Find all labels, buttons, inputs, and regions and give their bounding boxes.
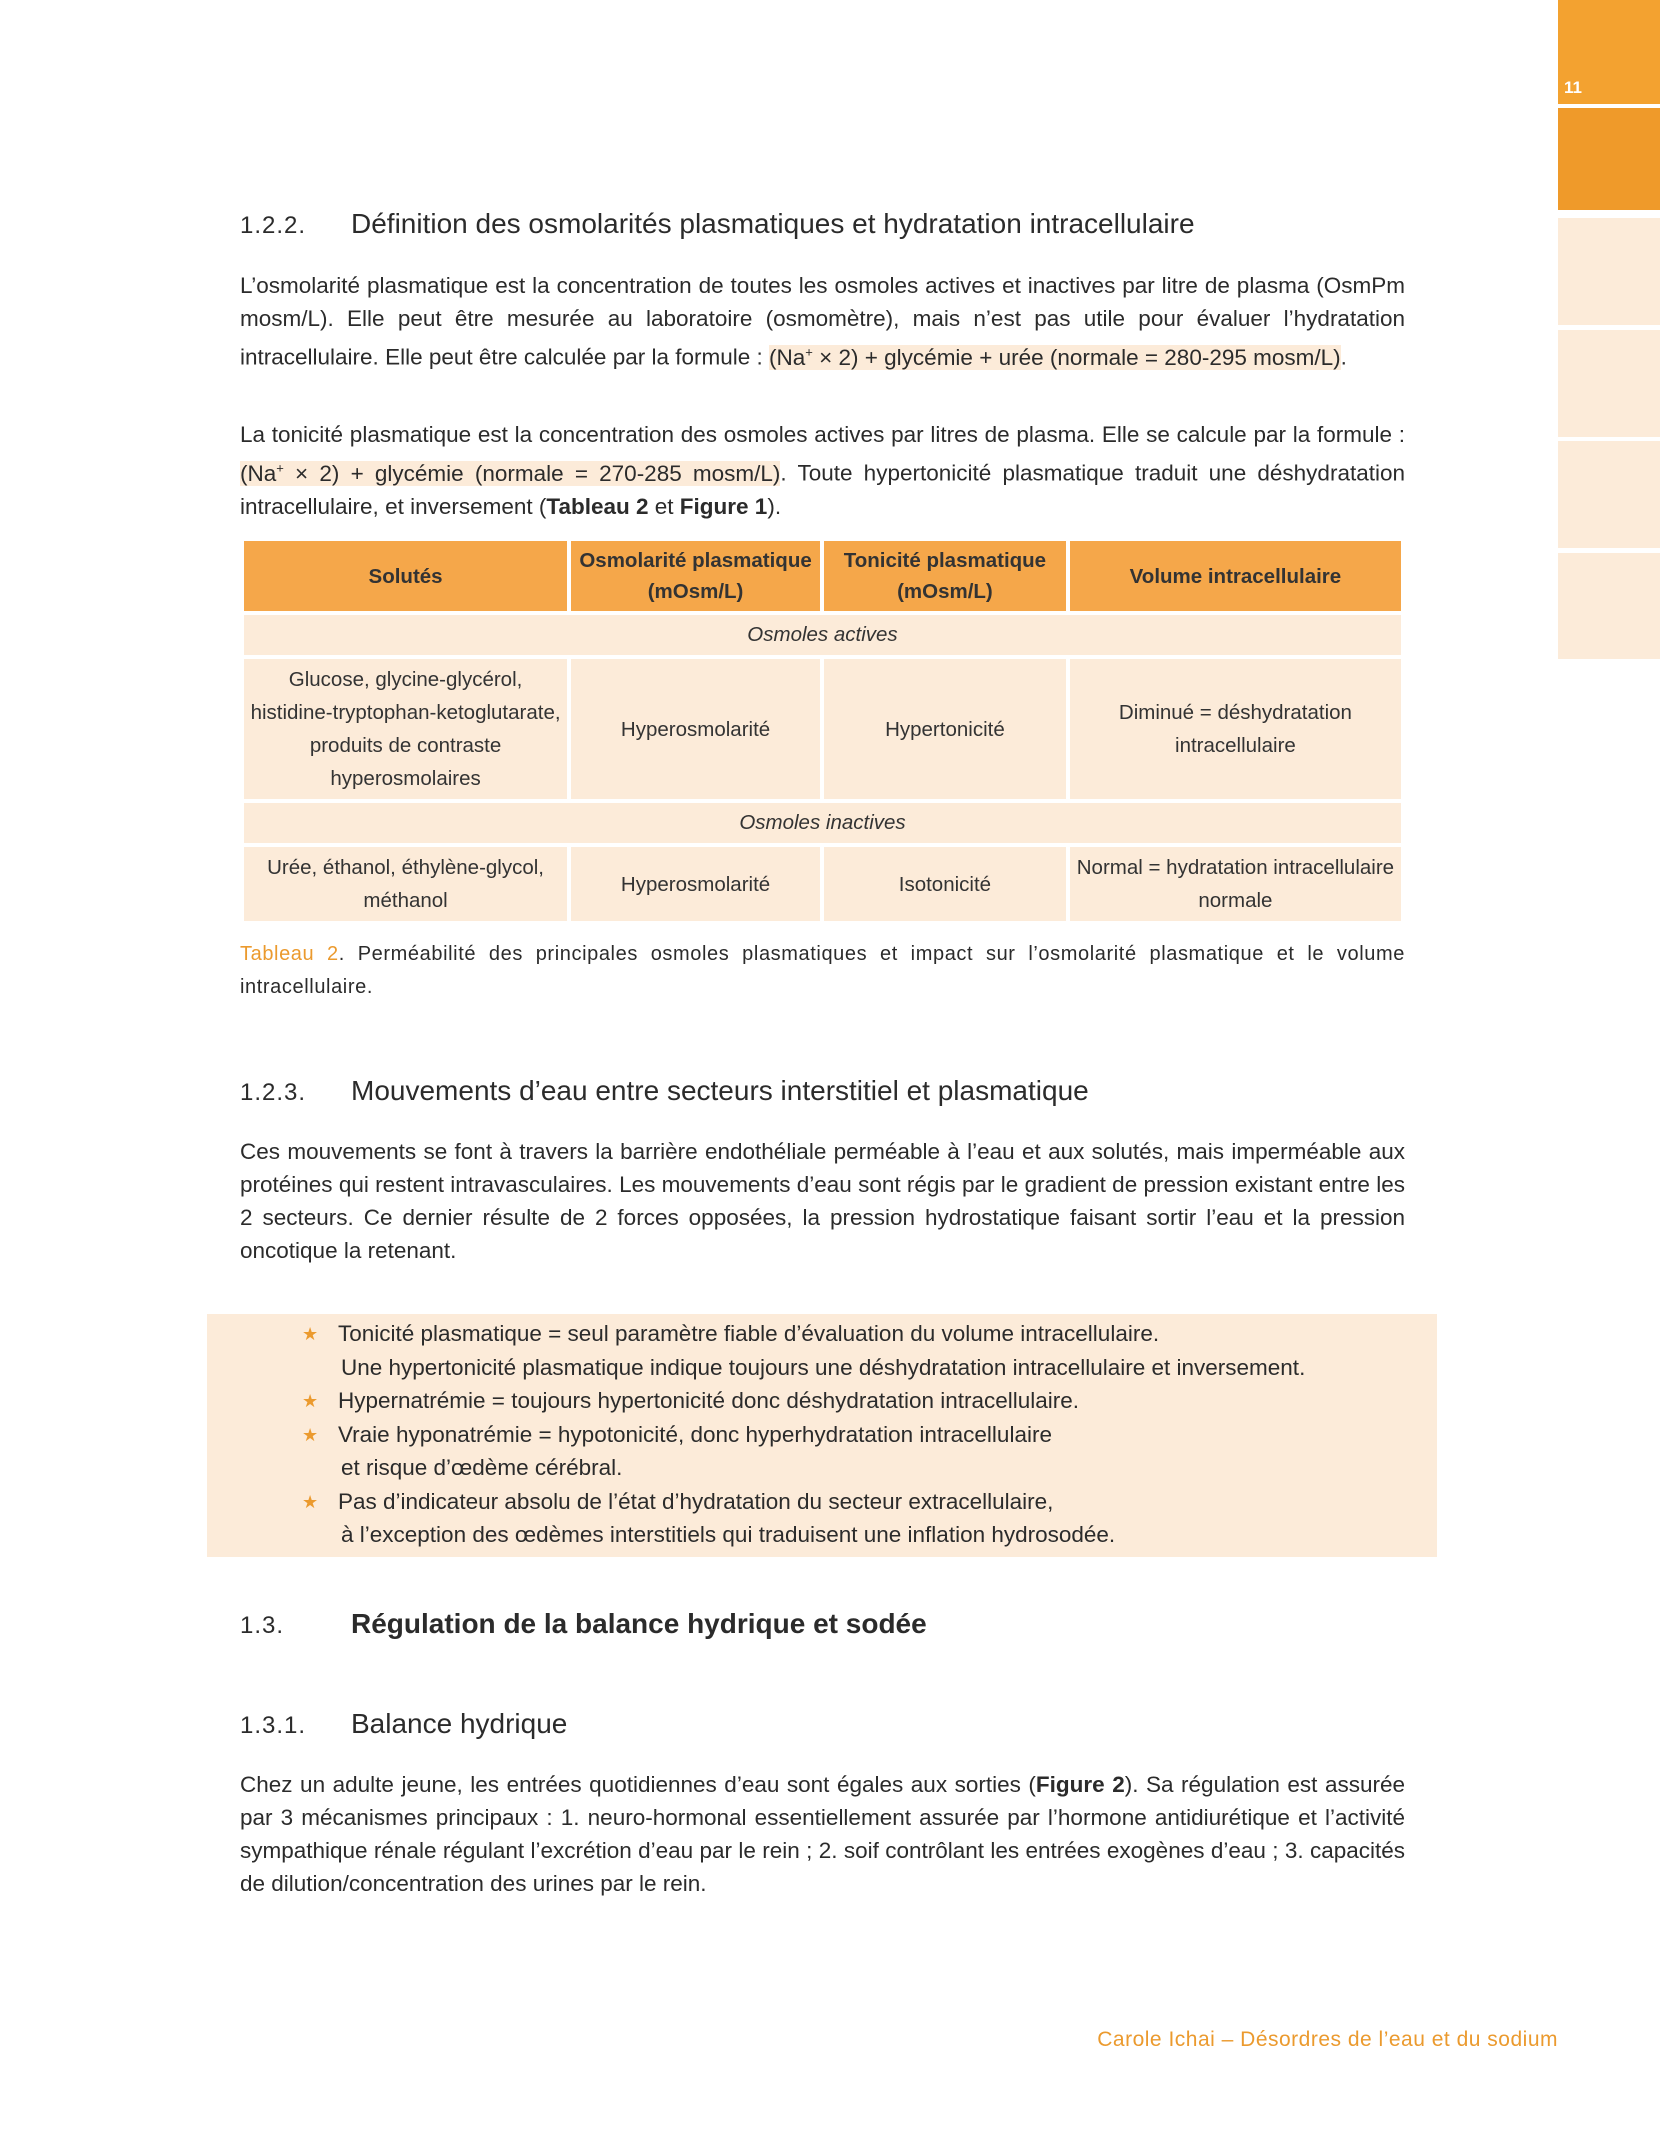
paragraph-water-movements bbox=[240, 1135, 1405, 1267]
osmoles-table bbox=[240, 537, 1405, 925]
table-cell: Hyperosmolarité bbox=[571, 659, 820, 799]
star-bullet-icon: ★ bbox=[302, 1424, 319, 1445]
star-bullet-icon: ★ bbox=[302, 1491, 319, 1512]
paragraph-water-balance bbox=[240, 1768, 1405, 1900]
section-heading-13 bbox=[240, 1608, 927, 1640]
table-caption bbox=[240, 938, 1405, 1004]
table-cell: Normal = hydratation intracellulaire normale bbox=[1070, 847, 1401, 921]
table-header-row bbox=[244, 541, 1401, 611]
table-header: Solutés bbox=[244, 541, 567, 611]
paragraph-text: ). bbox=[767, 493, 782, 519]
reference-figure: Figure 2 bbox=[1035, 1772, 1125, 1797]
section-title: Régulation de la balance hydrique et sodée bbox=[351, 1608, 927, 1639]
reference-table: Tableau 2 bbox=[546, 493, 649, 519]
key-point-text: Pas d’indicateur absolu de l’état d’hydratation du secteur extracellulaire, bbox=[338, 1488, 1054, 1514]
key-point bbox=[300, 1418, 1420, 1485]
table-group-label: Osmoles inactives bbox=[244, 803, 1401, 843]
section-title: Balance hydrique bbox=[351, 1708, 568, 1739]
table-header: Volume intracellulaire bbox=[1070, 541, 1401, 611]
key-point-text: et risque d’œdème cérébral. bbox=[341, 1455, 623, 1480]
formula-sup: + bbox=[276, 460, 284, 475]
key-point-text: Tonicité plasmatique = seul paramètre fiable d’évaluation du volume intracellulaire. bbox=[338, 1321, 1160, 1346]
table-group-row bbox=[244, 803, 1401, 843]
formula-text: (Na bbox=[240, 460, 277, 486]
table-group-label: Osmoles actives bbox=[244, 615, 1401, 655]
table-header: Tonicité plasmatique (mOsm/L) bbox=[824, 541, 1066, 611]
formula-text: × 2) + glycémie (normale = 270-285 mosm/L) bbox=[283, 460, 781, 486]
chapter-tab bbox=[1558, 330, 1660, 437]
key-point-text: Une hypertonicité plasmatique indique toujours une déshydratation intracellulaire et inversement. bbox=[341, 1354, 1306, 1380]
section-heading-131 bbox=[240, 1708, 1405, 1740]
table-cell: Urée, éthanol, éthylène-glycol, méthanol bbox=[244, 847, 567, 921]
section-number: 1.2.2. bbox=[240, 212, 307, 239]
star-bullet-icon: ★ bbox=[302, 1324, 319, 1344]
key-point-text: à l’exception des œdèmes interstitiels qui traduisent une inflation hydrosodée. bbox=[341, 1522, 1116, 1547]
paragraph-text: et bbox=[648, 493, 680, 519]
paragraph-text: L’osmolarité plasmatique est la concentration de toutes les osmoles actives et inactives par litre de plasma (OsmPm mosm/L). Elle peut être mesurée au laboratoire (osmomètre), mais n’est pas utile pour évaluer l’hydratation intracellulaire. Elle peut être calculée par la formule : bbox=[240, 273, 1405, 370]
key-points-box bbox=[207, 1314, 1437, 1557]
paragraph-text: La tonicité plasmatique est la concentration des osmoles actives par litres de plasma. Elle se calcule par la formule : bbox=[240, 422, 1405, 447]
paragraph-text: . Toute hypertonicité plasmatique traduit une déshydratation intracellulaire, et inversement ( bbox=[240, 460, 1405, 519]
table-group-row bbox=[244, 615, 1401, 655]
section-heading-123 bbox=[240, 1075, 1405, 1107]
paragraph-osmolarity bbox=[240, 269, 1405, 374]
key-points-list bbox=[300, 1317, 1420, 1552]
key-point bbox=[300, 1485, 1420, 1552]
table-cell: Hypertonicité bbox=[824, 659, 1066, 799]
chapter-tab bbox=[1558, 553, 1660, 659]
chapter-tab bbox=[1558, 441, 1660, 548]
key-point-text: Vraie hyponatrémie = hypotonicité, donc hyperhydratation intracellulaire bbox=[338, 1421, 1052, 1447]
formula-text: × 2) + glycémie + urée (normale = 280-295 mosm/L) bbox=[812, 344, 1341, 370]
section-title: Mouvements d’eau entre secteurs interstitiel et plasmatique bbox=[351, 1075, 1089, 1106]
paragraph-text: Ces mouvements se font à travers la barrière endothéliale perméable à l’eau et aux solutés, mais imperméable aux protéines qui restent intravasculaires. Les mouvements d’eau sont régis par le gradient de pression existant entre les 2 secteurs. Ce dernier résulte de 2 forces opposées, la pression hydrostatique faisant sortir l’eau et la pression oncotique la retenant. bbox=[240, 1139, 1405, 1263]
paragraph-text: . bbox=[1340, 344, 1347, 370]
section-number: 1.2.3. bbox=[240, 1079, 307, 1106]
section-title: Définition des osmolarités plasmatiques et hydratation intracellulaire bbox=[351, 208, 1195, 239]
key-point bbox=[300, 1384, 1420, 1418]
formula-highlight bbox=[240, 461, 780, 486]
table-cell: Diminué = déshydratation intracellulaire bbox=[1070, 659, 1401, 799]
caption-text: . Perméabilité des principales osmoles plasmatiques et impact sur l’osmolarité plasmatique et le volume intracellulaire. bbox=[240, 943, 1406, 998]
table-row bbox=[244, 659, 1401, 799]
caption-label: Tableau 2 bbox=[240, 943, 339, 965]
key-point-text: Hypernatrémie = toujours hypertonicité donc déshydratation intracellulaire. bbox=[338, 1388, 1080, 1413]
chapter-tab-active bbox=[1558, 108, 1660, 210]
section-number: 1.3.1. bbox=[240, 1712, 307, 1739]
table-cell: Hyperosmolarité bbox=[571, 847, 820, 921]
star-bullet-icon: ★ bbox=[302, 1391, 319, 1411]
reference-figure: Figure 1 bbox=[679, 493, 768, 519]
page-number-tab bbox=[1558, 0, 1660, 104]
page-number: 11 bbox=[1564, 78, 1582, 97]
running-footer: Carole Ichai – Désordres de l’eau et du sodium bbox=[1097, 2028, 1558, 2051]
table-row bbox=[244, 847, 1401, 921]
table-cell: Isotonicité bbox=[824, 847, 1066, 921]
table-header: Osmolarité plasmatique (mOsm/L) bbox=[571, 541, 820, 611]
paragraph-tonicity bbox=[240, 418, 1405, 523]
section-number: 1.3. bbox=[240, 1612, 285, 1639]
paragraph-text: Chez un adulte jeune, les entrées quotidiennes d’eau sont égales aux sorties ( bbox=[240, 1772, 1036, 1797]
formula-sup: + bbox=[805, 344, 813, 359]
paragraph-text: ). Sa régulation est assurée par 3 mécanismes principaux : 1. neuro-hormonal essentiellement assurée par l’hormone antidiurétique et l’activité sympathique rénale régulant l’excrétion d’eau par le rein ; 2. soif contrôlant les entrées exogènes d’eau ; 3. capacités de dilution/concentration des urines par le rein. bbox=[240, 1772, 1406, 1896]
section-heading-122 bbox=[240, 208, 1405, 240]
formula-text: (Na bbox=[769, 344, 806, 370]
key-point bbox=[300, 1317, 1420, 1384]
chapter-tab bbox=[1558, 218, 1660, 325]
table-cell: Glucose, glycine-glycérol, histidine-tryptophan-ketoglutarate, produits de contraste hyperosmolaires bbox=[244, 659, 567, 799]
formula-highlight bbox=[769, 345, 1341, 370]
